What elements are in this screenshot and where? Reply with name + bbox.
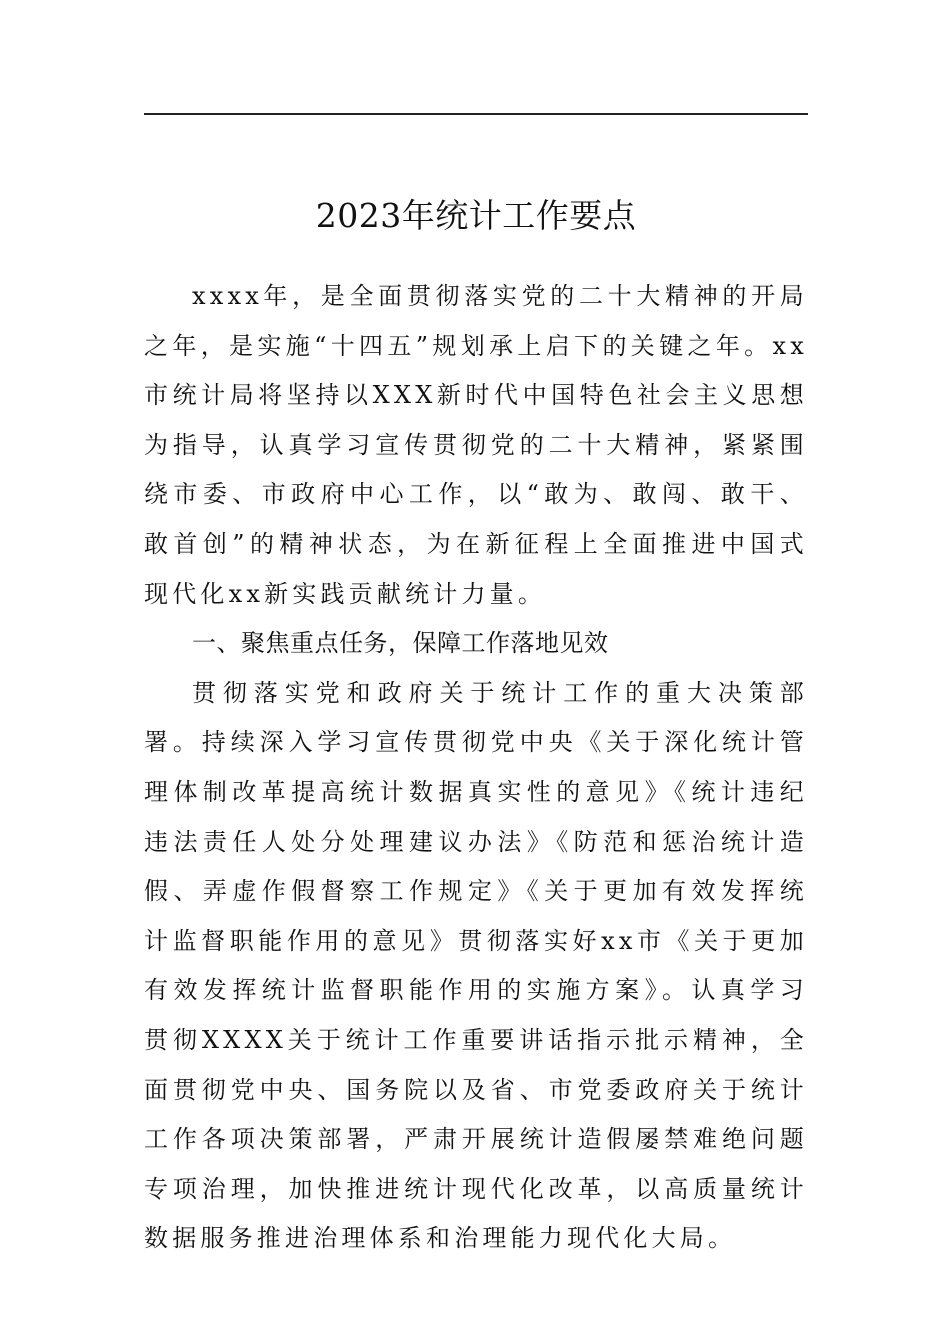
section-1-paragraph: 贯彻落实党和政府关于统计工作的重大决策部署。持续深入学习宣传贯彻党中央《关于深化统计管理体制改革提高统计数据真实性的意见》《统计违纪违法责任人处分处理建议办法》《防范和惩治统计造假、弄虚作假督察工作规定》《关于更加有效发挥统计监督职能作用的意见》贯彻落实好xx市《关于更加有效发挥统计监督职能作用的实施方案》。认真学习贯彻XXXX关于统计工作重要讲话指示批示精神，全面贯彻党中央、国务院以及省、市党委政府关于统计工作各项决策部署，严肃开展统计造假屡禁难绝问题专项治理，加快推进统计现代化改革，以高质量统计数据服务推进治理体系和治理能力现代化大局。 [144, 678, 808, 1253]
section-1-heading: 一、聚焦重点任务，保障工作落地见效 [192, 629, 609, 658]
document-title: 2023年统计工作要点 [315, 196, 637, 236]
intro-paragraph: xxxx年，是全面贯彻落实党的二十大精神的开局之年，是实施“十四五”规划承上启下的关键之年。xx市统计局将坚持以XXX新时代中国特色社会主义思想为指导，认真学习宣传贯彻党的二十大精神，紧紧围绕市委、市政府中心工作，以“敢为、敢闯、敢干、敢首创”的精神状态，为在新征程上全面推进中国式现代化xx新实践贡献统计力量。 [144, 282, 808, 608]
document-body [144, 272, 808, 1264]
header-rule [144, 113, 808, 115]
